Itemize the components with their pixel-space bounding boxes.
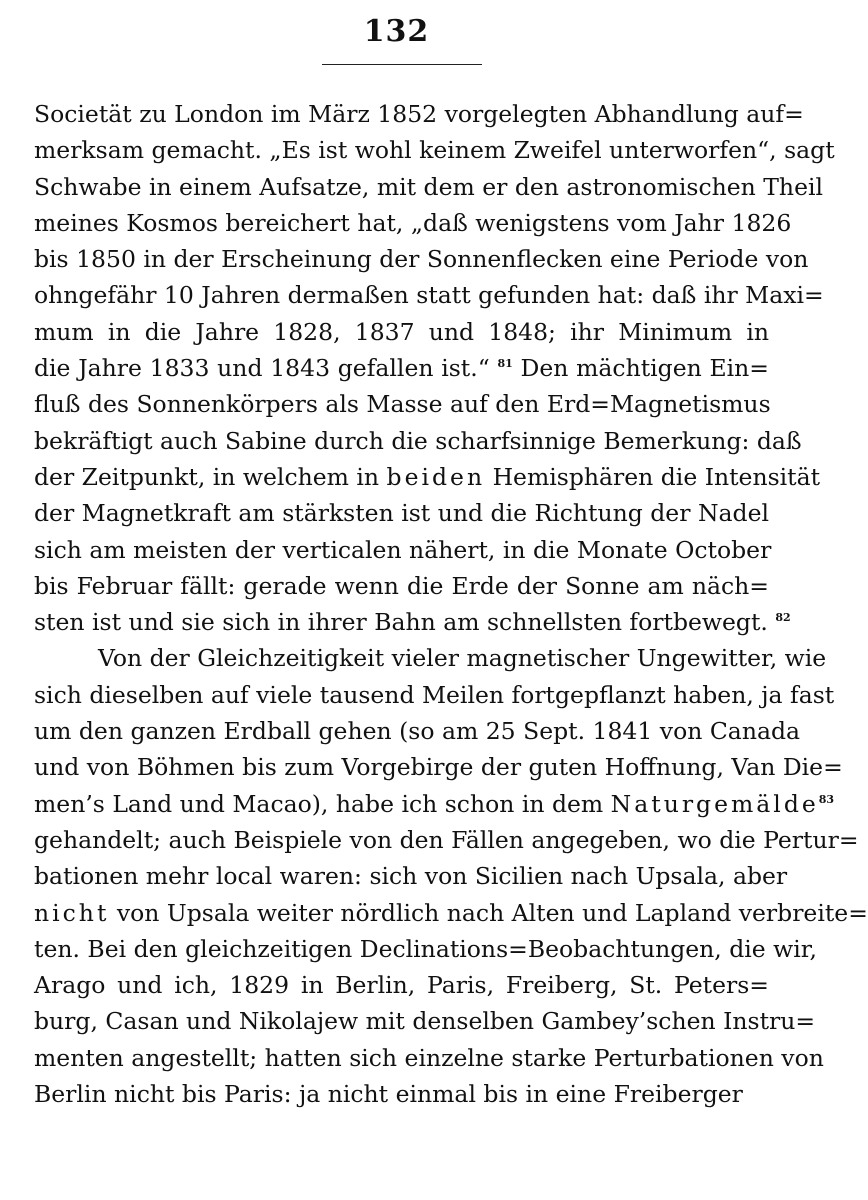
- text-line: sich am meisten der verticalen nähert, in die Monate October: [34, 535, 772, 564]
- text-line: [34, 604, 791, 640]
- text-line: gehandelt; auch Beispiele von den Fällen angegeben, wo die Pertur=: [34, 825, 859, 854]
- text-line: fluß des Sonnenkörpers als Masse auf den Erd=Magnetismus: [34, 390, 771, 419]
- text-line: sich dieselben auf viele tausend Meilen fortgepflanzt haben, ja fast: [34, 680, 835, 709]
- text-line: menten angestellt; hatten sich einzelne starke Perturbationen von: [34, 1043, 824, 1072]
- text-line: meines Kosmos bereichert hat, „daß wenigstens vom Jahr 1826: [34, 208, 792, 237]
- text-line: Societät zu London im März 1852 vorgelegten Abhandlung auf=: [34, 100, 804, 128]
- footnote-marker: 83: [818, 792, 835, 806]
- text-line: mum in die Jahre 1828, 1837 und 1848; ihr Minimum in: [34, 317, 769, 346]
- text-line: bationen mehr local waren: sich von Sicilien nach Upsala, aber: [34, 862, 788, 891]
- line-segment: Den mächtigen Ein=: [512, 354, 769, 383]
- text-line: Von der Gleichzeitigkeit vieler magnetischer Ungewitter, wie: [98, 644, 827, 673]
- text-line: ten. Bei den gleichzeitigen Declinations=Beobachtungen, die wir,: [34, 934, 817, 963]
- text-line: und von Böhmen bis zum Vorgebirge der guten Hoffnung, Van Die=: [34, 753, 843, 782]
- text-line: Schwabe in einem Aufsatze, mit dem er den astronomischen Theil: [34, 172, 824, 201]
- letterspaced-word: nicht: [34, 898, 110, 927]
- text-line: [34, 459, 821, 495]
- text-line: [34, 895, 868, 931]
- text-line: der Magnetkraft am stärksten ist und die Richtung der Nadel: [34, 499, 769, 528]
- text-line: bekräftigt auch Sabine durch die scharfsinnige Bemerkung: daß: [34, 426, 802, 455]
- footnote-marker: 82: [775, 611, 791, 625]
- text-line: [34, 350, 769, 386]
- line-segment: der Zeitpunkt, in welchem in: [34, 462, 387, 491]
- line-segment: von Upsala weiter nördlich nach Alten und Lapland verbreite=: [109, 898, 868, 927]
- line-segment: die Jahre 1833 und 1843 gefallen ist.“: [34, 354, 498, 383]
- line-segment: sten ist und sie sich in ihrer Bahn am schnellsten fortbewegt.: [34, 608, 776, 637]
- text-line: burg, Casan und Nikolajew mit denselben Gambey’schen Instru=: [34, 1007, 816, 1036]
- text-line: um den ganzen Erdball gehen (so am 25 Sept. 1841 von Canada: [34, 717, 801, 746]
- page-number: 132: [363, 14, 430, 49]
- letterspaced-word: beiden: [386, 462, 486, 491]
- letterspaced-word: Naturgemälde: [610, 789, 819, 818]
- footnote-marker: 81: [497, 357, 513, 371]
- text-line: [34, 786, 835, 822]
- text-line: merksam gemacht. „Es ist wohl keinem Zweifel unterworfen“, sagt: [34, 136, 835, 165]
- body-text: [34, 96, 868, 1112]
- text-line: Berlin nicht bis Paris: ja nicht einmal bis in eine Freiberger: [34, 1080, 743, 1109]
- text-line: bis Februar fällt: gerade wenn die Erde der Sonne am näch=: [34, 571, 769, 600]
- text-line: Arago und ich, 1829 in Berlin, Paris, Freiberg, St. Peters=: [34, 971, 769, 1000]
- header-rule: [322, 64, 482, 65]
- line-segment: men’s Land und Macao), habe ich schon in dem: [34, 789, 611, 818]
- text-line: bis 1850 in der Erscheinung der Sonnenflecken eine Periode von: [34, 245, 809, 274]
- text-line: ohngefähr 10 Jahren dermaßen statt gefunden hat: daß ihr Maxi=: [34, 281, 824, 310]
- line-segment: Hemisphären die Intensität: [485, 462, 821, 491]
